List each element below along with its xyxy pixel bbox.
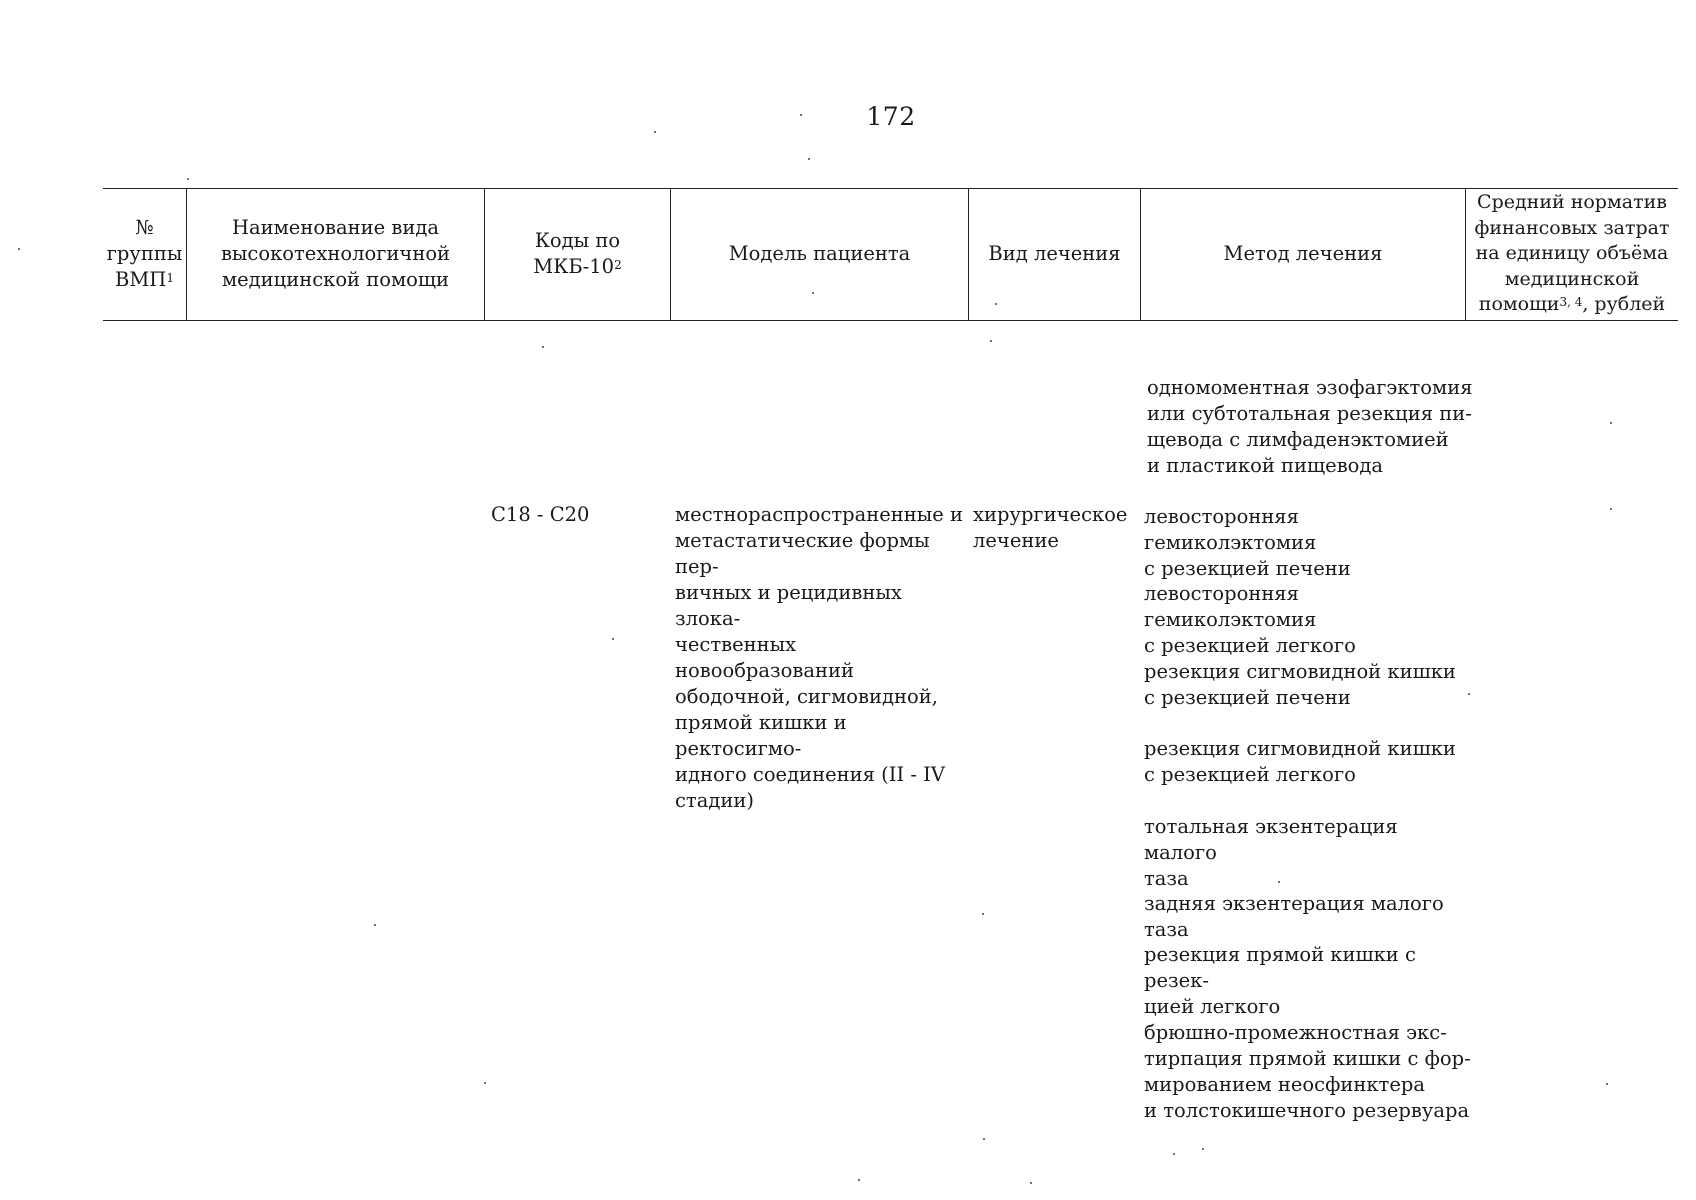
scan-speck — [18, 248, 20, 250]
header-patient-model: Модель пациента — [728, 242, 911, 265]
scan-speck — [808, 158, 810, 160]
scan-speck — [1278, 881, 1280, 883]
scan-speck — [995, 303, 997, 305]
scan-speck — [1610, 422, 1612, 424]
page-number: 172 — [866, 102, 916, 131]
scan-speck — [187, 178, 189, 180]
header-icd-codes-text: Коды по МКБ-10 — [533, 229, 621, 278]
patient-model-text: местнораспространенные и метастатические формы пер- вичных и рецидивных злока- чественных новообразований ободочной, сигмовидной, прямой кишки и ректосигмо- идного соединения (II - IV стадии) — [675, 503, 964, 812]
footnote-marker: 1 — [166, 271, 174, 285]
previous-method-text: одномоментная эзофагэктомия или субтотальная резекция пи- щевода с лимфаденэктомией и пластикой пищевода — [1147, 376, 1473, 477]
scan-speck — [374, 924, 376, 926]
header-cost-standard-unit: , рублей — [1582, 293, 1666, 316]
scan-speck — [654, 131, 656, 133]
method-item: брюшно-промежностная экс- тирпация прямой кишки с фор- мированием неосфинктера и толстокишечного резервуара — [1144, 1021, 1471, 1122]
header-cost-standard-text: Средний норматив финансовых затрат на единицу объёма медицинской помощи — [1474, 191, 1670, 316]
scan-speck — [1030, 1182, 1032, 1184]
header-group-number — [103, 190, 186, 318]
method-item: задняя экзентерация малого таза — [1144, 892, 1444, 941]
scan-speck — [990, 340, 992, 342]
scan-speck — [484, 1082, 486, 1084]
table-header-bottom-rule — [103, 320, 1678, 321]
scan-speck — [1610, 508, 1612, 510]
header-cost-standard — [1466, 190, 1678, 318]
scan-speck — [858, 1179, 860, 1181]
method-item: левосторонняя гемиколэктомия с резекцией печени — [1144, 505, 1351, 580]
method-item: резекция прямой кишки с резек- цией легкого — [1144, 943, 1416, 1018]
scan-speck — [812, 292, 814, 294]
scan-speck — [1468, 693, 1470, 695]
method-item: резекция сигмовидной кишки с резекцией легкого — [1144, 737, 1456, 786]
header-group-number-text: № группы ВМП — [106, 216, 183, 291]
footnote-marker: 3, 4 — [1559, 295, 1583, 310]
scan-speck — [542, 346, 544, 348]
scan-speck — [982, 913, 984, 915]
footnote-marker: 2 — [614, 258, 622, 272]
method-item: левосторонняя гемиколэктомия с резекцией легкого — [1144, 582, 1356, 657]
scan-speck — [612, 638, 614, 640]
icd-code-range: C18 - C20 — [491, 503, 590, 526]
scan-speck — [800, 114, 802, 116]
scan-speck — [983, 1138, 985, 1140]
header-treatment-method: Метод лечения — [1223, 242, 1383, 265]
scan-speck — [1606, 1083, 1608, 1085]
scan-speck — [1202, 1148, 1204, 1150]
table-header-top-rule — [103, 188, 1678, 189]
header-treatment-type: Вид лечения — [988, 242, 1121, 265]
scan-speck — [1173, 1153, 1175, 1155]
method-item: резекция сигмовидной кишки с резекцией печени — [1144, 660, 1456, 709]
method-item: тотальная экзентерация малого таза — [1144, 815, 1398, 890]
header-icd-codes — [485, 190, 670, 318]
header-care-type: Наименование вида высокотехнологичной медицинской помощи — [220, 216, 451, 291]
treatment-type-text: хирургическое лечение — [973, 503, 1128, 552]
